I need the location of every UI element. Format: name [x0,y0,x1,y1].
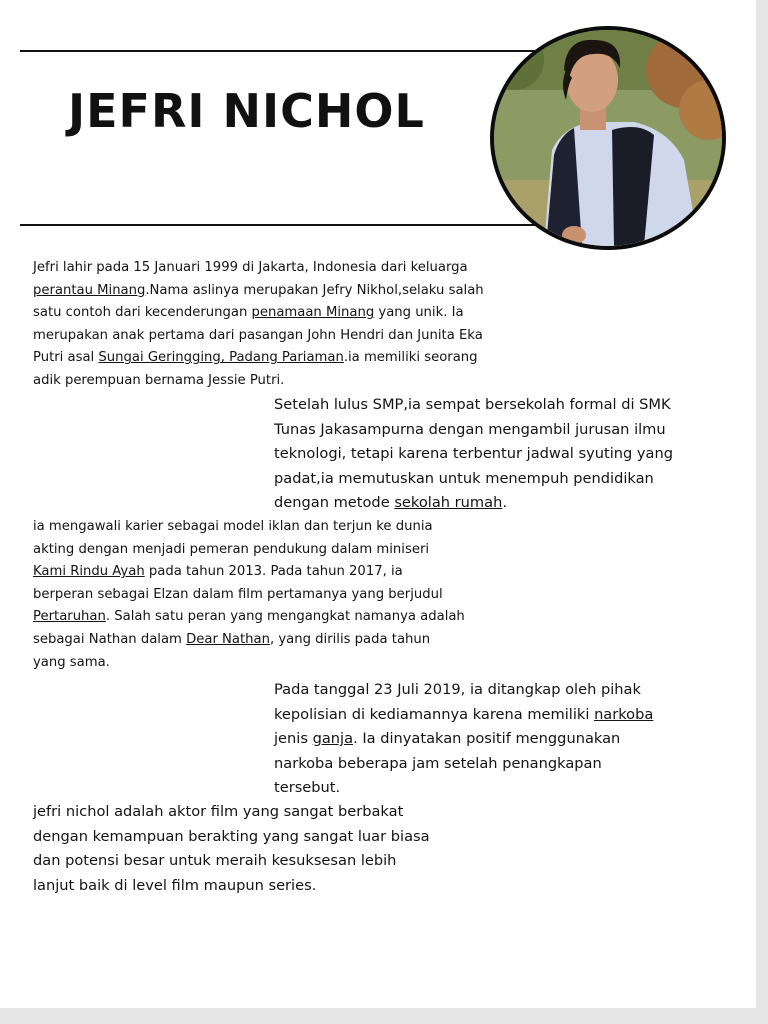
text-line: sebagai Nathan dalam [33,631,187,647]
link-pertaruhan[interactable]: Pertaruhan [33,609,106,625]
link-narkoba[interactable]: narkoba [594,705,654,723]
text-line: Putri asal [33,350,99,366]
link-perantau-minang[interactable]: perantau Minang [33,282,146,298]
text-line: Setelah lulus SMP,ia sempat bersekolah formal di SMK [274,396,671,413]
text-line: akting dengan menjadi pemeran pendukung dalam miniseri [33,541,430,557]
link-penamaan-minang[interactable]: penamaan Minang [251,305,375,321]
text-line: dengan kemampuan berakting yang sangat luar biasa [33,827,430,845]
text-line: kepolisian di kediamannya karena memiliki [274,705,595,723]
text-line: padat,ia memutuskan untuk menempuh pendidikan [274,469,654,487]
text-line: . Ia dinyatakan positif menggunakan [353,730,621,748]
text-line: ia mengawali karier sebagai model iklan dan terjun ke dunia [33,519,433,534]
text-line: lanjut baik di level film maupun series. [33,876,317,894]
text-line: . [502,494,507,512]
paragraph-summary [33,800,473,898]
paragraph-arrest [274,678,714,801]
text-line: merupakan anak pertama dari pasangan John Hendri dan Junita Eka [33,327,483,343]
text-line: Jefri lahir pada 15 Januari 1999 di Jakarta, Indonesia dari keluarga [33,260,468,275]
text-line: dengan metode [274,494,395,512]
page-title: JEFRI NICHOL [68,84,425,138]
link-kami-rindu-ayah[interactable]: Kami Rindu Ayah [33,564,145,580]
text-line: yang sama. [33,654,110,670]
text-line: . Salah satu peran yang mengangkat namanya adalah [105,609,465,625]
text-line: pada tahun 2013. Pada tahun 2017, ia [144,564,403,580]
text-line: .Nama aslinya merupakan Jefry Nikhol,selaku salah [145,282,484,298]
text-line: teknologi, tetapi karena terbentur jadwal syuting yang [274,445,674,463]
text-line: Pada tanggal 23 Juli 2019, ia ditangkap oleh pihak [274,681,641,698]
text-line: narkoba beberapa jam setelah penangkapan [274,754,602,772]
text-line: jefri nichol adalah aktor film yang sangat berbakat [33,803,404,820]
text-line: Tunas Jakasampurna dengan mengambil jurusan ilmu [274,420,666,438]
link-ganja[interactable]: ganja [312,730,354,748]
text-line: satu contoh dari kecenderungan [33,305,252,321]
paragraph-education [274,393,724,516]
text-line: .ia memiliki seorang [343,350,478,366]
text-line: berperan sebagai Elzan dalam film pertamanya yang berjudul [33,586,443,602]
text-line: tersebut. [274,779,341,797]
text-line: jenis [274,730,313,748]
text-line: yang unik. Ia [374,305,464,321]
paragraph-career [33,516,513,674]
text-line: adik perempuan bernama Jessie Putri. [33,372,285,388]
link-dear-nathan[interactable]: Dear Nathan [186,631,270,647]
top-divider [20,50,540,52]
paragraph-early-life [33,257,533,393]
link-sungai-geringging[interactable]: Sungai Geringging, Padang Pariaman [98,350,344,366]
text-line: , yang dirilis pada tahun [269,631,431,647]
link-sekolah-rumah[interactable]: sekolah rumah [394,494,503,512]
text-line: dan potensi besar untuk meraih kesuksesan lebih [33,852,397,870]
portrait-photo [490,26,726,250]
bottom-divider [20,224,560,226]
portrait-illustration [494,30,722,246]
